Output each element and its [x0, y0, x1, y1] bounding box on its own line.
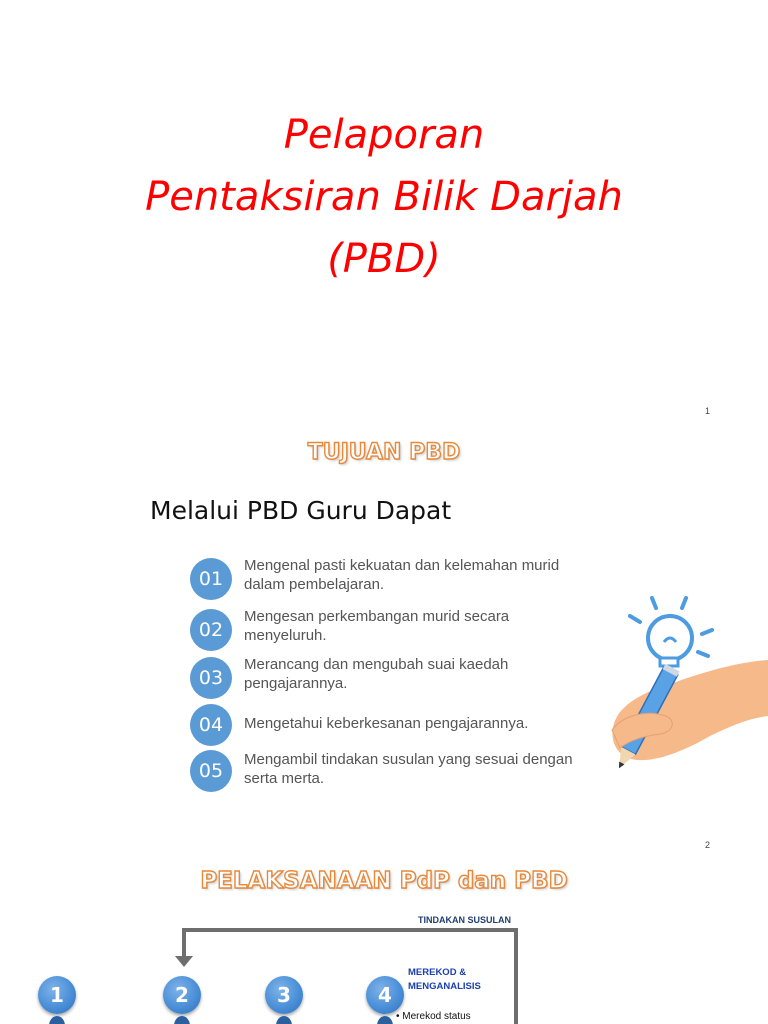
- slide-heading: TUJUAN PBD: [307, 440, 461, 465]
- followup-label: TINDAKAN SUSULAN: [418, 915, 511, 925]
- list-item: [190, 750, 610, 794]
- hand-pencil-lightbulb-icon: [590, 590, 768, 790]
- step-pin-2: [163, 976, 201, 1024]
- number-badge: 05: [190, 750, 232, 792]
- step-number: 2: [163, 976, 201, 1014]
- step-number: 1: [38, 976, 76, 1014]
- step4-bullet: • Merekod status: [396, 1011, 471, 1022]
- step-pin-3: [265, 976, 303, 1024]
- pin-tail-icon: [377, 1016, 393, 1024]
- slide-tujuan: [0, 430, 768, 862]
- title-line-3: (PBD): [327, 236, 441, 282]
- step-number: 3: [265, 976, 303, 1014]
- item-text: Mengenal pasti kekuatan dan kelemahan murid dalam pembelajaran.: [244, 557, 560, 593]
- title-line-2: Pentaksiran Bilik Darjah: [145, 174, 623, 220]
- page-number: 2: [704, 840, 710, 850]
- slide-heading: PELAKSANAAN PdP dan PBD: [200, 868, 568, 894]
- followup-arrow-stem: [182, 928, 186, 958]
- step-pin-1: [38, 976, 76, 1024]
- item-text: Mengambil tindakan susulan yang sesuai dengan serta merta.: [244, 751, 573, 787]
- pin-tail-icon: [49, 1016, 65, 1024]
- step4-bullet-text: Merekod status: [402, 1011, 471, 1022]
- list-item: [190, 607, 610, 651]
- page-number: 1: [704, 406, 710, 416]
- title-line-1: Pelaporan: [283, 112, 485, 158]
- item-text: Merancang dan mengubah suai kaedah pengajarannya.: [244, 656, 509, 692]
- item-text: Mengesan perkembangan murid secara menyeluruh.: [244, 608, 510, 644]
- number-badge: 01: [190, 558, 232, 600]
- presentation-title: [0, 104, 768, 290]
- slide-title: [0, 0, 768, 430]
- number-badge: 02: [190, 609, 232, 651]
- list-item: [190, 704, 610, 748]
- list-item: [190, 655, 610, 699]
- pin-tail-icon: [174, 1016, 190, 1024]
- step-number: 4: [366, 976, 404, 1014]
- arrow-down-icon: [175, 956, 193, 967]
- number-badge: 03: [190, 657, 232, 699]
- slide-pelaksanaan: [0, 862, 768, 1024]
- item-text: Mengetahui keberkesanan pengajarannya.: [244, 715, 529, 732]
- number-badge: 04: [190, 704, 232, 746]
- step4-label: MEREKOD & MENGANALISIS: [408, 967, 481, 992]
- slide-subtitle: Melalui PBD Guru Dapat: [150, 496, 452, 525]
- list-item: [190, 556, 610, 600]
- pin-tail-icon: [276, 1016, 292, 1024]
